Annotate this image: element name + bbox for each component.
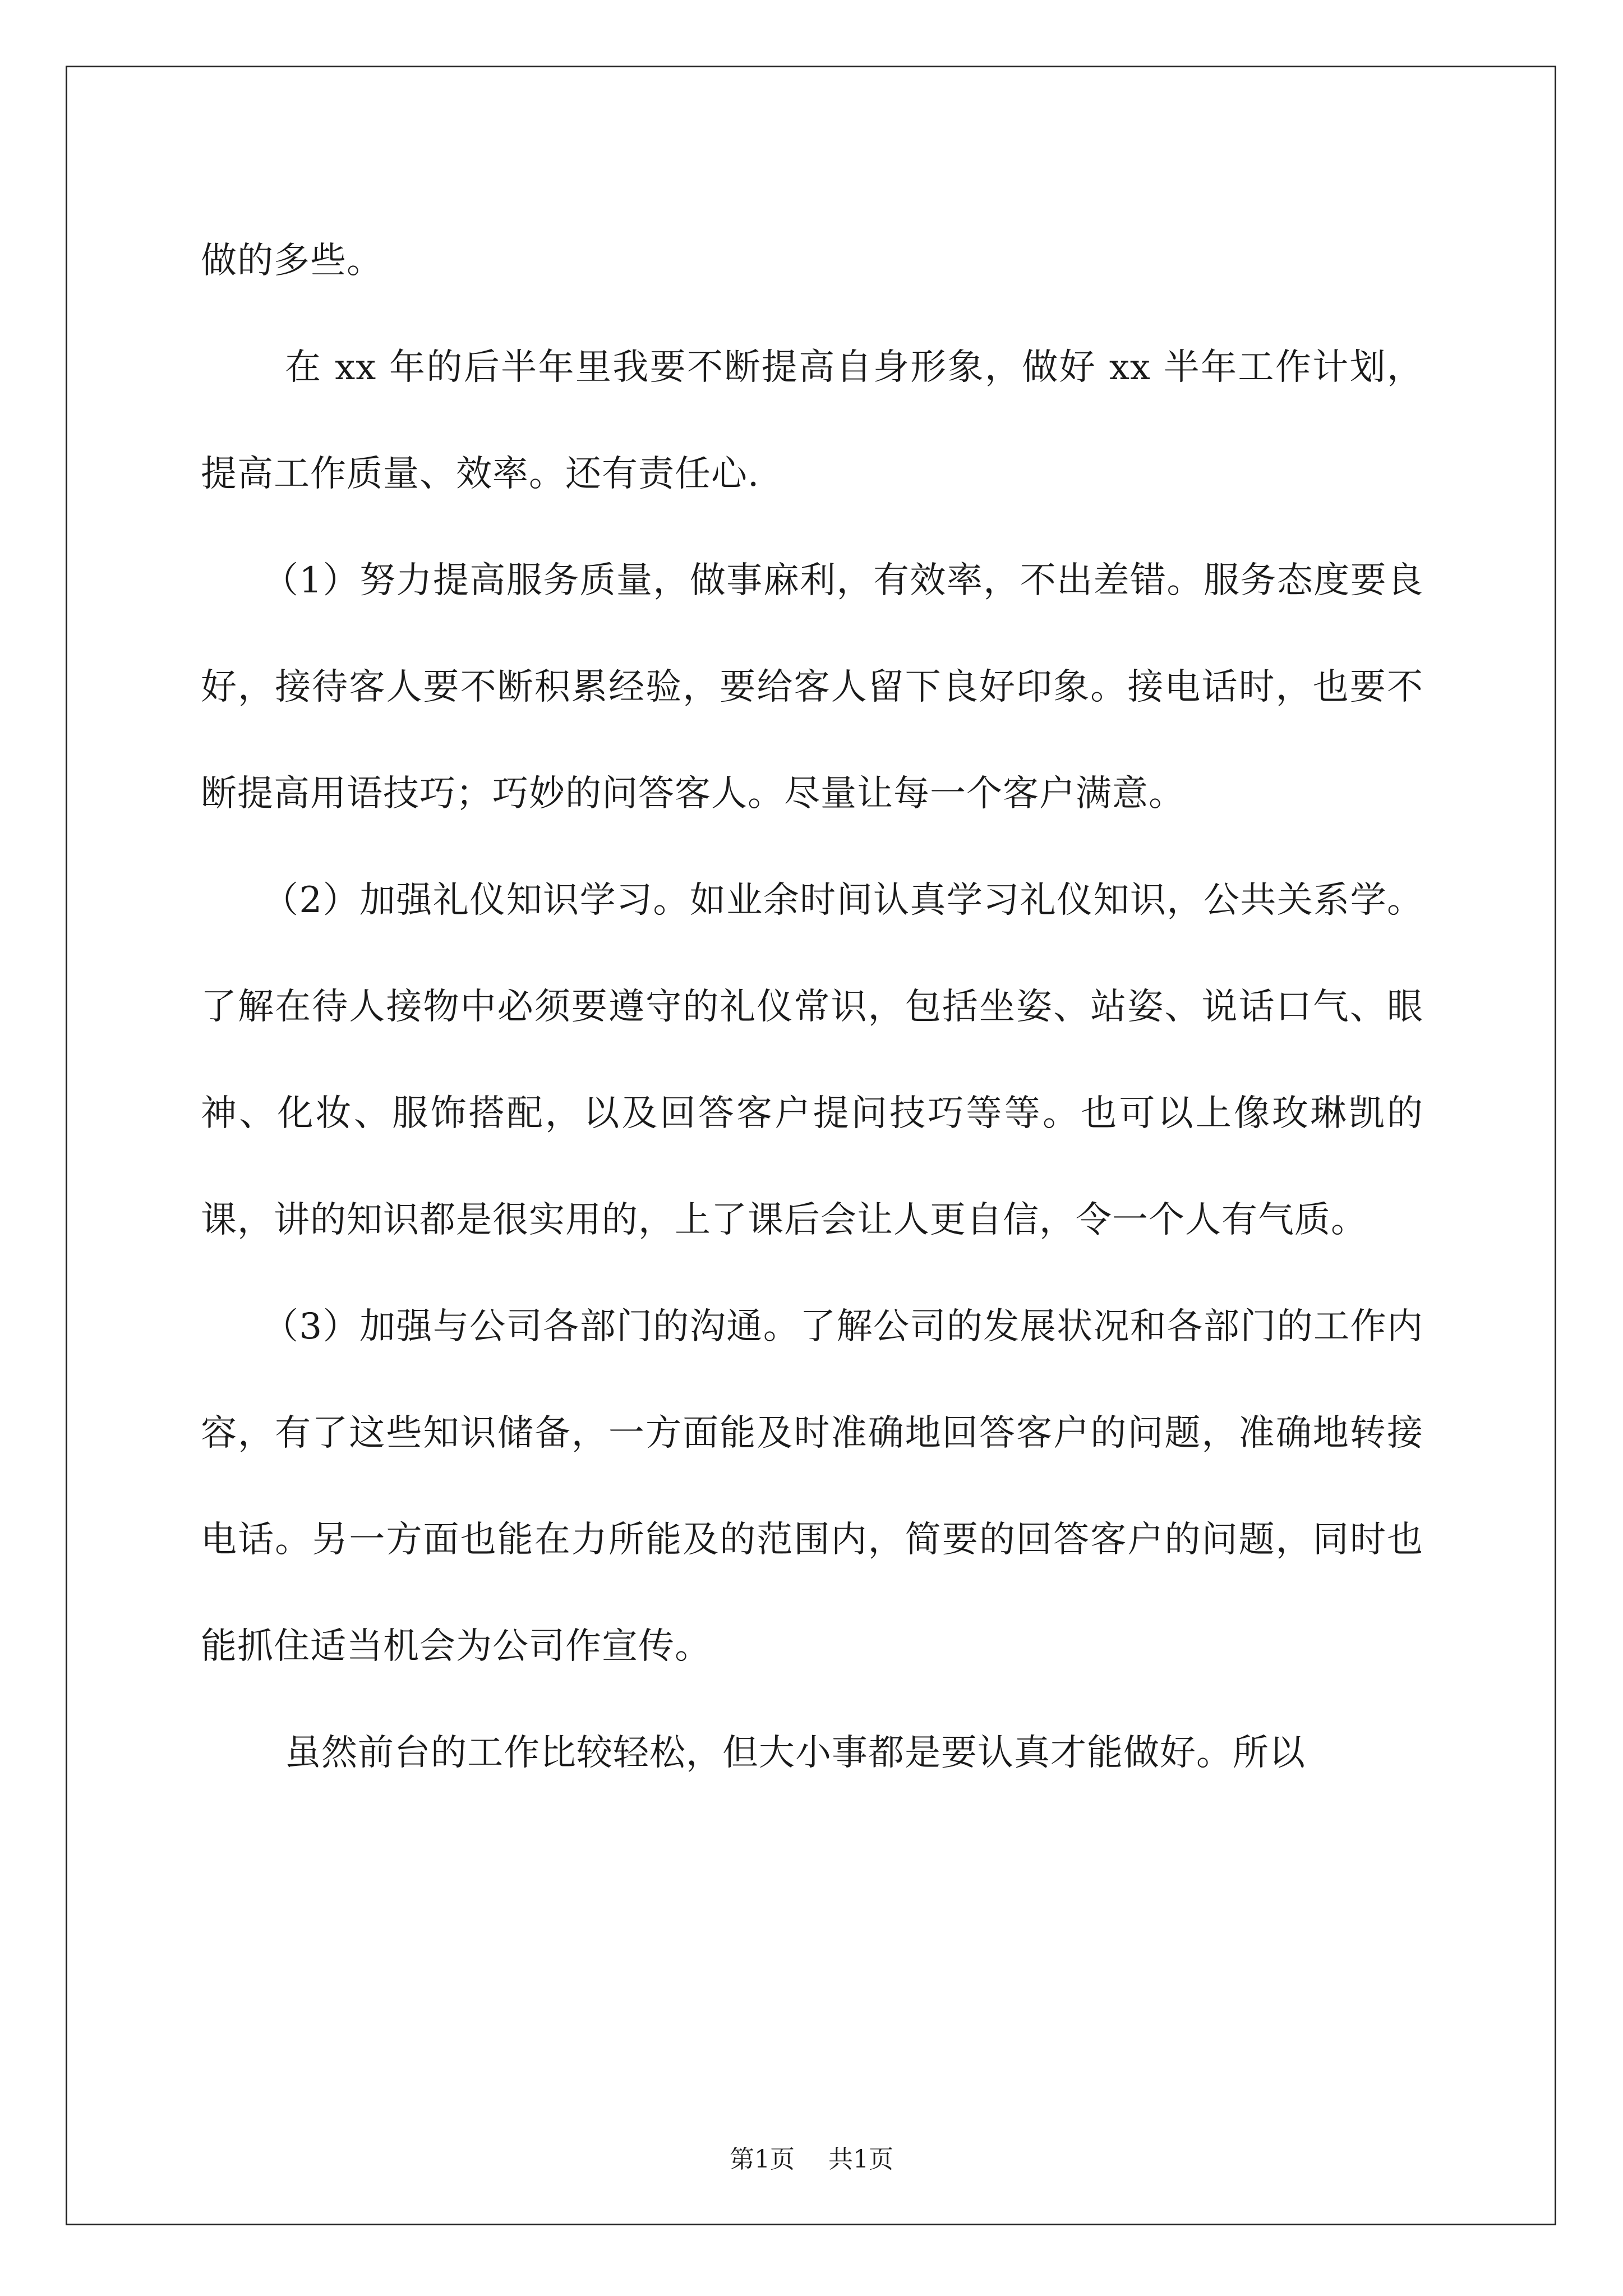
paragraph-continuation: 做的多些。 (201, 240, 383, 282)
page-footer (0, 2143, 1623, 2177)
page-number: 第1页 (730, 2145, 795, 2174)
page-total: 共1页 (828, 2145, 893, 2174)
document-body (201, 208, 1423, 1806)
paragraph-item-2: （2）加强礼仪知识学习。如业余时间认真学习礼仪知识，公共关系学。了解在待人接物中必须要遵守的礼仪常识，包括坐姿、站姿、说话口气、眼神、化妆、服饰搭配，以及回答客户提问技巧等等。也可以上像玫琳凯的课，讲的知识都是很实用的，上了课后会让人更自信，令一个人有气质。 (201, 880, 1423, 1241)
paragraph-item-3: （3）加强与公司各部门的沟通。了解公司的发展状况和各部门的工作内容，有了这些知识储备，一方面能及时准确地回答客户的问题，准确地转接电话。另一方面也能在力所能及的范围内，简要的回答客户的问题，同时也能抓住适当机会为公司作宣传。 (201, 1306, 1423, 1667)
paragraph-plan-intro: 在 xx 年的后半年里我要不断提高自身形象，做好 xx 半年工作计划，提高工作质量、效率。还有责任心. (201, 347, 1423, 495)
paragraph-closing: 虽然前台的工作比较轻松，但大小事都是要认真才能做好。所以 (285, 1732, 1306, 1774)
paragraph-item-1: （1）努力提高服务质量，做事麻利，有效率，不出差错。服务态度要良好，接待客人要不断积累经验，要给客人留下良好印象。接电话时，也要不断提高用语技巧；巧妙的问答客人。尽量让每一个客户满意。 (201, 560, 1423, 815)
